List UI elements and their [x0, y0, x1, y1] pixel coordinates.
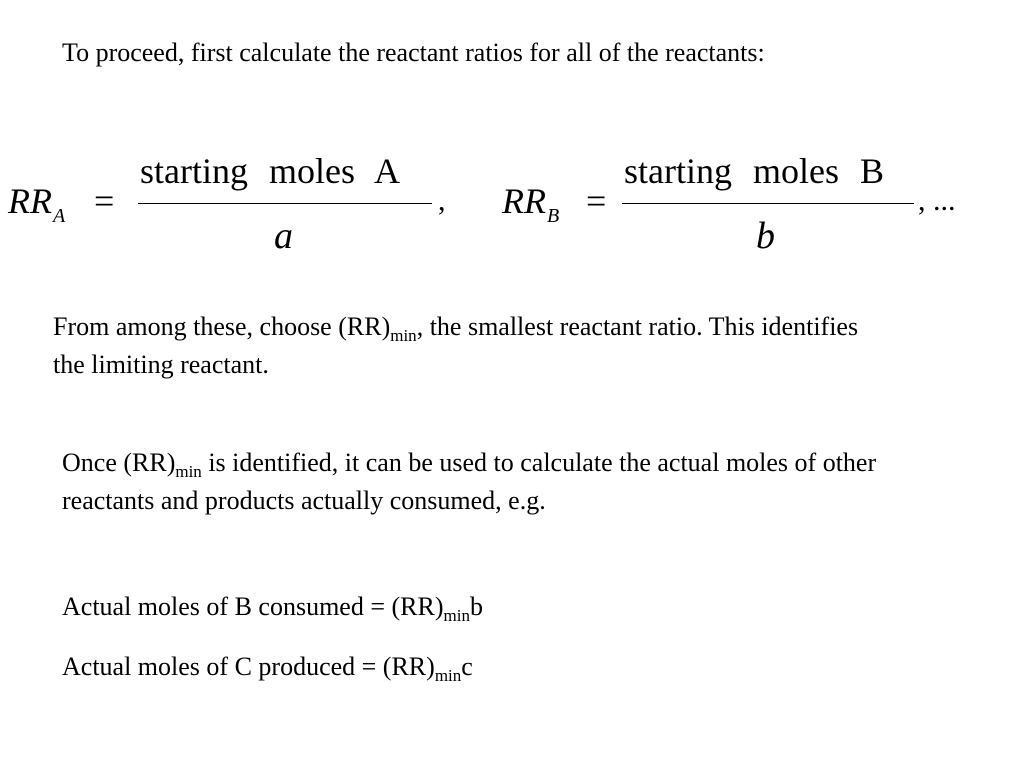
example-b-subscript: min — [443, 606, 470, 625]
example-b-suffix: b — [469, 592, 483, 621]
equation-a-lhs — [8, 180, 66, 227]
choose-min-paragraph — [53, 308, 873, 384]
example-c-subscript: min — [434, 666, 462, 685]
equation-a-trailing-comma: , — [438, 184, 446, 217]
example-b-line — [62, 588, 882, 626]
equation-b-lhs-main: RR — [502, 181, 546, 221]
choose-subscript: min — [390, 326, 417, 345]
example-c-suffix: c — [461, 652, 473, 681]
once-suffix: is identified, it can be used to calculate the actual moles of other reactants and products actually consumed, e.g. — [62, 448, 877, 515]
equation-b-fraction-bar — [622, 203, 914, 204]
example-c-prefix: Actual moles of C produced = (RR) — [62, 652, 435, 681]
equation-b-trailing-ellipsis: , ... — [918, 184, 956, 217]
once-identified-paragraph — [62, 444, 882, 520]
equation-a-equals: = — [94, 181, 115, 221]
equation-b-numerator: starting moles B — [624, 151, 884, 191]
equation-b-denominator: b — [756, 215, 775, 257]
equation-a-lhs-subscript: A — [52, 205, 66, 227]
intro-text: To proceed, first calculate the reactant ratios for all of the reactants: — [62, 38, 765, 67]
equation-a-numerator: starting moles A — [140, 151, 400, 191]
equation-b-lhs-subscript: B — [546, 205, 560, 227]
example-b-prefix: Actual moles of B consumed = (RR) — [62, 592, 444, 621]
intro-paragraph — [62, 34, 882, 72]
reactant-ratio-equation-b — [500, 150, 1010, 260]
equation-a-denominator: a — [274, 215, 293, 257]
equation-a-lhs-main: RR — [8, 181, 52, 221]
choose-suffix: , the smallest reactant ratio. This identifies the limiting reactant. — [53, 312, 859, 379]
reactant-ratio-equation-a — [8, 150, 478, 260]
example-c-line — [62, 648, 882, 686]
choose-prefix: From among these, choose (RR) — [53, 312, 391, 341]
equation-a-fraction-bar — [138, 203, 432, 204]
once-subscript: min — [175, 462, 202, 481]
equation-b-equals: = — [586, 181, 607, 221]
once-prefix: Once (RR) — [62, 448, 176, 477]
equation-b-lhs — [502, 180, 560, 227]
